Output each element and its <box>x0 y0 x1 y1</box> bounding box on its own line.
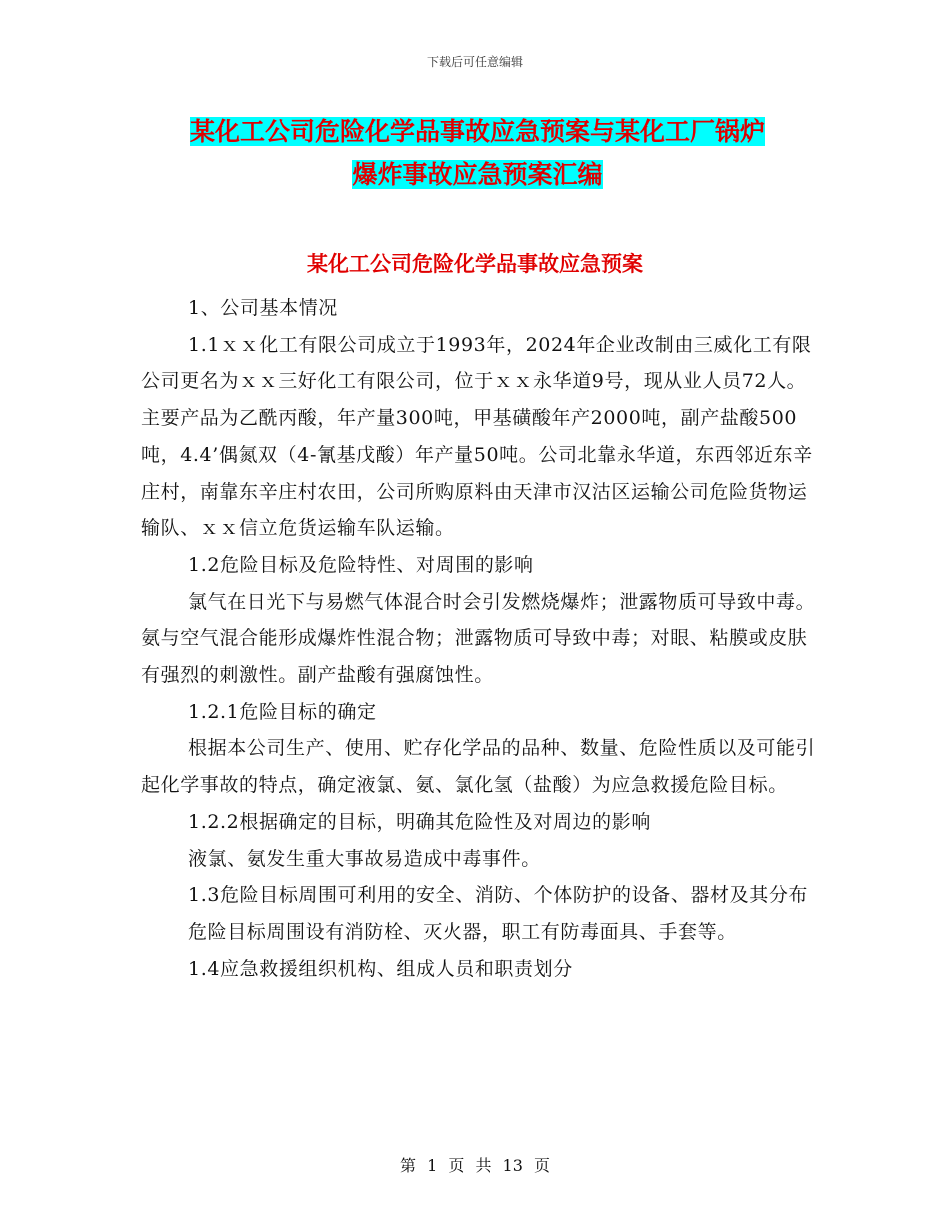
document-title-line1: 某化工公司危险化学品事故应急预案与某化工厂锅炉 <box>189 117 765 146</box>
paragraph: 1.1ｘｘ化工有限公司成立于1993年，2024年企业改制由三威化工有限公司更名为ｘｘ三好化工有限公司，位于ｘｘ永华道9号，现从业人员72人。主要产品为乙酰丙酸，年产量300吨，甲基磺酸年产2000吨，副产盐酸500吨，4.4’偶氮双（4-氰基戊酸）年产量50吨。公司北靠永华道，东西邻近东辛庄村，南靠东辛庄村农田，公司所购原料由天津市汉沽区运输公司危险货物运输队、ｘｘ信立危货运输车队运输。 <box>141 333 813 540</box>
paragraph: 危险目标周围设有消防栓、灭火器，职工有防毒面具、手套等。 <box>188 920 737 943</box>
paragraph: 1、公司基本情况 <box>188 297 338 319</box>
page-number-footer: 第 1 页 共 13 页 <box>400 1156 550 1175</box>
page-header-note: 下载后可任意编辑 <box>426 55 523 69</box>
paragraph: 1.2.1危险目标的确定 <box>188 700 377 723</box>
paragraph: 氯气在日光下与易燃气体混合时会引发燃烧爆炸；泄露物质可导致中毒。氨与空气混合能形成爆炸性混合物；泄露物质可导致中毒；对眼、粘膜或皮肤有强烈的刺激性。副产盐酸有强腐蚀性。 <box>141 590 816 687</box>
paragraph: 1.4应急救援组织机构、组成人员和职责划分 <box>188 957 573 980</box>
document-title <box>140 110 815 196</box>
paragraph: 根据本公司生产、使用、贮存化学品的品种、数量、危险性质以及可能引起化学事故的特点，确定液氯、氨、氯化氢（盐酸）为应急救援危险目标。 <box>141 737 816 797</box>
section-title: 某化工公司危险化学品事故应急预案 <box>307 252 643 276</box>
document-body <box>141 290 816 987</box>
paragraph: 1.2.2根据确定的目标，明确其危险性及对周边的影响 <box>188 810 651 833</box>
document-title-line2: 爆炸事故应急预案汇编 <box>352 160 603 189</box>
paragraph: 液氯、氨发生重大事故易造成中毒事件。 <box>188 847 541 870</box>
paragraph: 1.2危险目标及危险特性、对周围的影响 <box>188 553 534 576</box>
paragraph: 1.3危险目标周围可利用的安全、消防、个体防护的设备、器材及其分布 <box>188 884 809 907</box>
